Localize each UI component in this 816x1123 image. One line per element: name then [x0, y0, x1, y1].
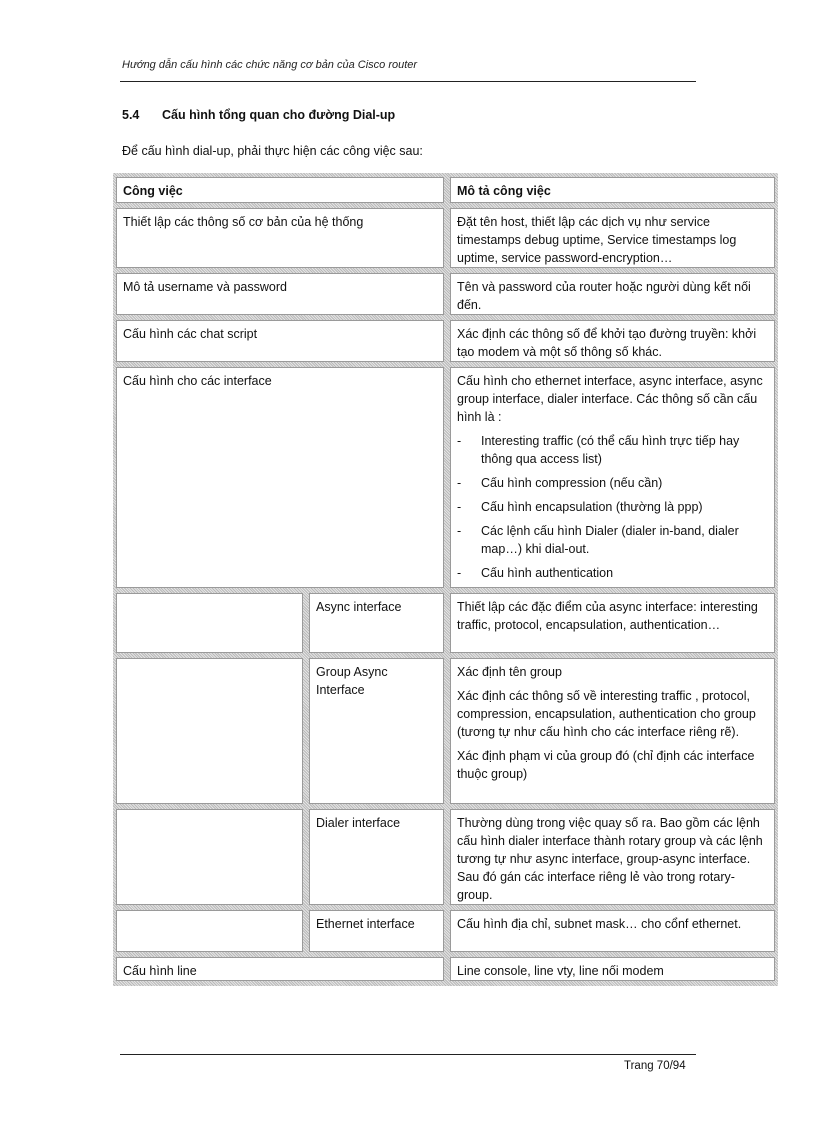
task-cell: Thiết lập các thông số cơ bản của hệ thống — [116, 208, 444, 268]
header-rule — [120, 81, 696, 82]
bullet-item: - Interesting traffic (có thể cấu hình trực tiếp hay thông qua access list) — [457, 432, 768, 468]
description-cell: Đặt tên host, thiết lập các dịch vụ như service timestamps debug uptime, Service timestamps log uptime, service password-encryption… — [450, 208, 775, 268]
task-cell: Mô tả username và password — [116, 273, 444, 315]
running-header: Hướng dẫn cấu hình các chức năng cơ bản của Cisco router — [122, 59, 418, 71]
subtask-cell: Dialer interface — [309, 809, 444, 905]
header-cell-description: Mô tả công việc — [450, 177, 775, 203]
description-text: Xác định phạm vi của group đó (chỉ định các interface thuộc group) — [457, 749, 755, 781]
description-cell: Tên và password của router hoặc người dùng kết nối đến. — [450, 273, 775, 315]
table-row — [116, 910, 775, 952]
subtask-cell: Ethernet interface — [309, 910, 444, 952]
subtask-cell: Group Async Interface — [309, 658, 444, 804]
intro-paragraph: Để cấu hình dial-up, phải thực hiện các công việc sau: — [122, 144, 423, 158]
table-row — [116, 957, 775, 981]
bullet-item: - Cấu hình authentication — [457, 564, 768, 582]
description-cell: Cấu hình địa chỉ, subnet mask… cho cổnf ethernet. — [450, 910, 775, 952]
table-row — [116, 809, 775, 905]
task-cell: Cấu hình cho các interface — [116, 367, 444, 588]
description-cell: Thường dùng trong việc quay số ra. Bao gồm các lệnh cấu hình dialer interface thành rotary group và các lệnh tương tự như async interface, group-async interface. Sau đó gán các interface riêng lẻ vào trong rotary-group. — [450, 809, 775, 905]
task-table — [113, 173, 778, 986]
description-cell — [450, 367, 775, 588]
description-cell: Thiết lập các đặc điểm của async interface: interesting traffic, protocol, encapsulation, authentication… — [450, 593, 775, 653]
task-cell: Cấu hình line — [116, 957, 444, 981]
empty-cell — [116, 658, 303, 804]
description-cell — [450, 658, 775, 804]
description-text: Xác định tên group — [457, 665, 562, 679]
table-row — [116, 658, 775, 804]
header-cell-task: Công việc — [116, 177, 444, 203]
section-heading — [122, 108, 395, 122]
description-cell: Line console, line vty, line nối modem — [450, 957, 775, 981]
task-cell: Cấu hình các chat script — [116, 320, 444, 362]
empty-cell — [116, 910, 303, 952]
subtask-cell: Async interface — [309, 593, 444, 653]
bullet-item: - Các lệnh cấu hình Dialer (dialer in-band, dialer map…) khi dial-out. — [457, 522, 768, 558]
footer-rule — [120, 1054, 696, 1055]
description-text: Xác định các thông số về interesting traffic , protocol, compression, encapsulation, authentication cho group (tương tự như cấu hình cho các interface riêng rẽ). — [457, 689, 756, 739]
table-row — [116, 273, 775, 315]
empty-cell — [116, 809, 303, 905]
table-row — [116, 208, 775, 268]
empty-cell — [116, 593, 303, 653]
table-row — [116, 593, 775, 653]
page-number: Trang 70/94 — [624, 1060, 686, 1072]
table-header-row — [116, 177, 775, 203]
table-row — [116, 367, 775, 588]
description-text: Cấu hình cho ethernet interface, async interface, async group interface, dialer interface. Các thông số cần cấu hình là : — [457, 374, 763, 424]
description-cell: Xác định các thông số để khởi tạo đường truyền: khởi tạo modem và một số thông số khác. — [450, 320, 775, 362]
bullet-item: - Cấu hình encapsulation (thường là ppp) — [457, 498, 768, 516]
section-number: 5.4 — [122, 108, 140, 122]
bullet-item: - Cấu hình compression (nếu cần) — [457, 474, 768, 492]
section-title: Cấu hình tổng quan cho đường Dial-up — [162, 108, 396, 122]
table-row — [116, 320, 775, 362]
